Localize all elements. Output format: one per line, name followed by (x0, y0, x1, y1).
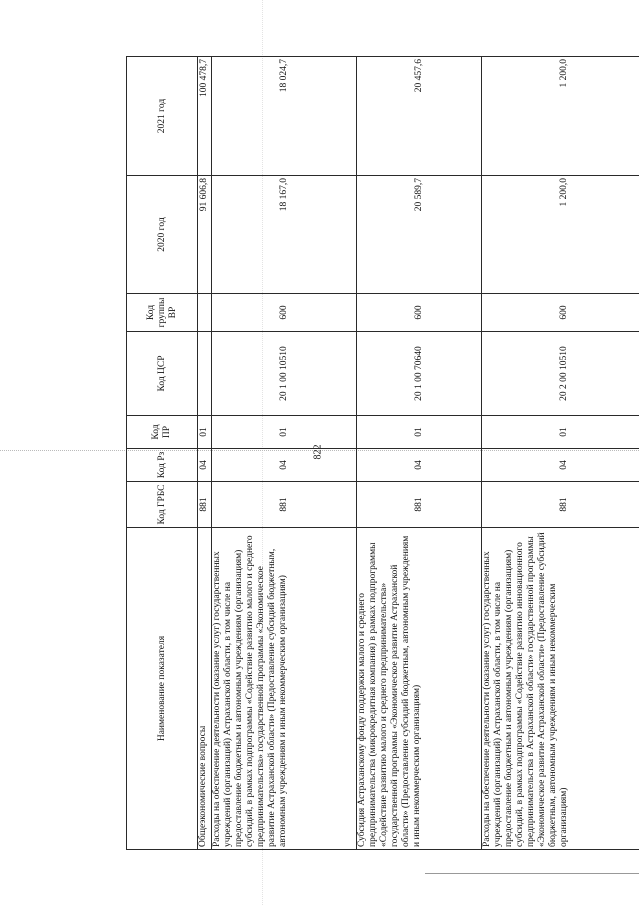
cell-2021: 100 478,7 (198, 57, 212, 176)
table-row (212, 57, 357, 850)
cell-2021: 18 024,7 (212, 57, 357, 176)
cell-csr: 20 2 00 10510 (482, 332, 639, 416)
cell-rz: 04 (198, 449, 212, 482)
header-pr: Код ПР (127, 416, 198, 449)
cell-name: Расходы на обеспечение деятельности (оказание услуг) государственных учреждений (организаций) Астраханской области, в том числе на предоставление бюджетным и автономным учреждениям (организациям) субсидий, в рамках подпрограммы «Содействие развитию малого и среднего предпринимательства» государственной программы «Экономическое развитие Астраханской области» (Предоставление субсидий бюджетным, автономным учреждениям и иным некоммерческим организациям) (212, 528, 357, 850)
cell-2020: 91 606,8 (198, 176, 212, 294)
cell-grbs: 881 (482, 482, 639, 528)
cell-vr: 600 (482, 294, 639, 332)
cell-grbs: 881 (212, 482, 357, 528)
cell-rz: 04 (357, 449, 482, 482)
cell-name: Субсидия Астраханскому фонду поддержки малого и среднего предпринимательства (микрокредитная компания) в рамках подпрограммы «Содействие развитию малого и среднего предпринимательства» государственной программы «Экономическое развитие Астраханской области» (Предоставление субсидий бюджетным, автономным учреждениям и иным некоммерческим организациям) (357, 528, 482, 850)
cell-csr: 20 1 00 10510 (212, 332, 357, 416)
cell-csr (198, 332, 212, 416)
cell-vr: 600 (357, 294, 482, 332)
header-name: Наименование показателя (127, 528, 198, 850)
table-row (198, 57, 212, 850)
cell-grbs: 881 (357, 482, 482, 528)
header-2020: 2020 год (127, 176, 198, 294)
cell-2020: 20 589,7 (357, 176, 482, 294)
table-header-row (127, 57, 198, 850)
header-2021: 2021 год (127, 57, 198, 176)
cell-rz: 04 (212, 449, 357, 482)
rotated-budget-table (126, 59, 639, 850)
cell-2021: 20 457,6 (357, 57, 482, 176)
cell-2020: 18 167,0 (212, 176, 357, 294)
cell-2021: 1 200,0 (482, 57, 639, 176)
cell-grbs: 881 (198, 482, 212, 528)
cell-name: Расходы на обеспечение деятельности (оказание услуг) государственных учреждений (организаций) Астраханской области, в том числе на предоставление бюджетным и автономным учреждениям (организациям) субсидий, в рамках подпрограммы «Содействие развитию инновационного предпринимательства в Астраханской области» государственной программы «Экономическое развитие Астраханской области» (Предоставление субсидий бюджетным, автономным учреждениям и иным некоммерческим организациям) (482, 528, 639, 850)
table-row (357, 57, 482, 850)
cell-vr (198, 294, 212, 332)
budget-table (126, 56, 639, 850)
header-rz: Код Рз (127, 449, 198, 482)
cell-pr: 01 (212, 416, 357, 449)
cell-vr: 600 (212, 294, 357, 332)
cell-rz: 04 (482, 449, 639, 482)
cell-pr: 01 (482, 416, 639, 449)
cell-pr: 01 (198, 416, 212, 449)
footer-rule (425, 873, 639, 874)
header-grbs: Код ГРБС (127, 482, 198, 528)
page-number: 822 (312, 444, 324, 460)
cell-pr: 01 (357, 416, 482, 449)
cell-2020: 1 200,0 (482, 176, 639, 294)
header-csr: Код ЦСР (127, 332, 198, 416)
table-row (482, 57, 639, 850)
header-vr: Код группы ВР (127, 294, 198, 332)
cell-csr: 20 1 00 70640 (357, 332, 482, 416)
cell-name: Общеэкономические вопросы (198, 528, 212, 850)
